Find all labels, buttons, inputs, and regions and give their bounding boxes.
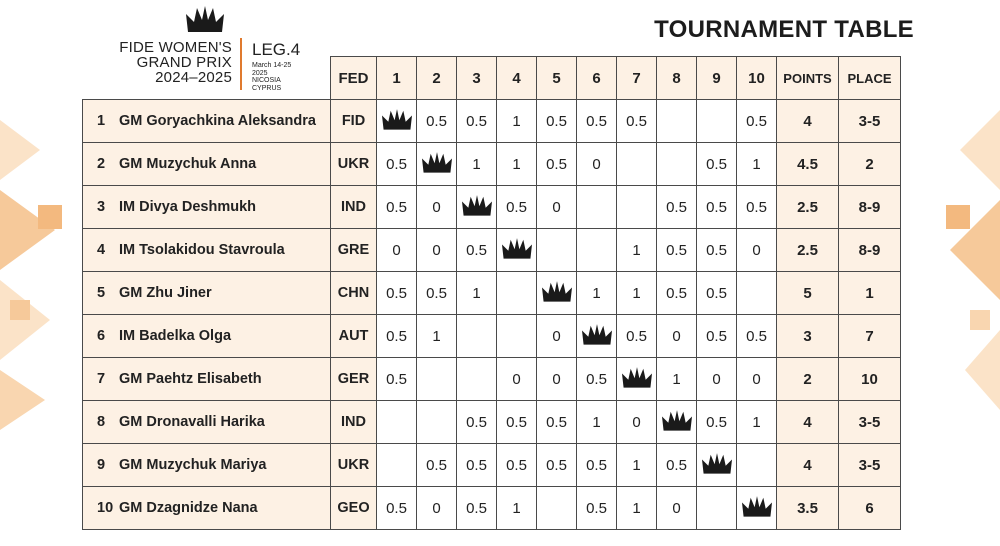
player-name: GM Paehtz Elisabeth [119, 371, 262, 387]
score-cell: 0.5 [657, 186, 697, 229]
crown-icon [502, 238, 532, 262]
player-place: 7 [839, 315, 901, 358]
table-row [83, 100, 901, 143]
player-name: GM Dronavalli Harika [119, 414, 265, 430]
score-cell: 0.5 [457, 229, 497, 272]
score-cell: 1 [617, 444, 657, 487]
player-cell [83, 100, 331, 143]
player-place: 8-9 [839, 186, 901, 229]
score-cell: 0.5 [377, 143, 417, 186]
player-number: 8 [97, 414, 106, 430]
score-cell: 0 [417, 229, 457, 272]
player-cell [83, 143, 331, 186]
header-round: 6 [577, 57, 617, 100]
brand-line2: GRAND PRIX [136, 54, 232, 71]
score-cell [737, 444, 777, 487]
score-cell: 0.5 [377, 315, 417, 358]
header-points: POINTS [777, 57, 839, 100]
player-points: 4.5 [777, 143, 839, 186]
brand-line3: 2024–2025 [155, 69, 232, 86]
score-cell: 0.5 [697, 186, 737, 229]
header-row [83, 57, 901, 100]
score-cell: 0.5 [377, 272, 417, 315]
score-cell [577, 229, 617, 272]
player-number: 7 [97, 371, 106, 387]
score-cell: 1 [457, 272, 497, 315]
table-row [83, 143, 901, 186]
score-cell: 0.5 [697, 401, 737, 444]
player-points: 3 [777, 315, 839, 358]
score-cell: 1 [497, 100, 537, 143]
self-cell [537, 272, 577, 315]
score-cell: 0.5 [417, 272, 457, 315]
score-cell [537, 229, 577, 272]
score-cell: 0.5 [737, 186, 777, 229]
score-cell: 1 [497, 487, 537, 530]
leg-label: LEG.4 [252, 40, 301, 59]
header-place: PLACE [839, 57, 901, 100]
player-place: 10 [839, 358, 901, 401]
player-place: 8-9 [839, 229, 901, 272]
score-cell: 0.5 [497, 401, 537, 444]
table-row [83, 358, 901, 401]
score-cell: 0.5 [457, 444, 497, 487]
crown-icon [582, 324, 612, 348]
leg-country: CYPRUS [252, 84, 282, 92]
score-cell: 0 [657, 315, 697, 358]
player-fed: FID [331, 100, 377, 143]
player-points: 4 [777, 100, 839, 143]
score-cell: 0.5 [617, 100, 657, 143]
header-round: 3 [457, 57, 497, 100]
score-cell [617, 143, 657, 186]
player-points: 4 [777, 444, 839, 487]
score-cell: 0.5 [697, 315, 737, 358]
score-cell [417, 401, 457, 444]
player-name: IM Tsolakidou Stavroula [119, 242, 285, 258]
score-cell: 0.5 [697, 229, 737, 272]
score-cell: 0 [537, 186, 577, 229]
player-name: IM Divya Deshmukh [119, 199, 256, 215]
score-cell: 1 [737, 401, 777, 444]
player-place: 3-5 [839, 401, 901, 444]
score-cell [657, 143, 697, 186]
right-decoration [930, 0, 1000, 546]
score-cell: 1 [577, 401, 617, 444]
table-row [83, 487, 901, 530]
score-cell: 1 [737, 143, 777, 186]
score-cell [377, 401, 417, 444]
score-cell: 0 [417, 186, 457, 229]
player-number: 3 [97, 199, 106, 215]
player-points: 4 [777, 401, 839, 444]
player-number: 6 [97, 328, 106, 344]
crown-icon [422, 152, 452, 176]
score-cell [457, 315, 497, 358]
score-cell: 0 [377, 229, 417, 272]
tournament-table [82, 56, 901, 530]
score-cell [617, 186, 657, 229]
player-points: 2.5 [777, 229, 839, 272]
table-row [83, 229, 901, 272]
score-cell: 1 [417, 315, 457, 358]
player-cell [83, 401, 331, 444]
table-row [83, 401, 901, 444]
self-cell [497, 229, 537, 272]
score-cell: 0.5 [577, 487, 617, 530]
score-cell: 0.5 [417, 444, 457, 487]
score-cell [457, 358, 497, 401]
player-cell [83, 272, 331, 315]
score-cell [377, 444, 417, 487]
score-cell: 0.5 [657, 229, 697, 272]
player-number: 5 [97, 285, 106, 301]
player-fed: IND [331, 186, 377, 229]
score-cell: 1 [617, 229, 657, 272]
player-place: 3-5 [839, 100, 901, 143]
player-name: GM Dzagnidze Nana [119, 500, 258, 516]
score-cell: 0.5 [577, 444, 617, 487]
self-cell [657, 401, 697, 444]
score-cell [497, 272, 537, 315]
crown-icon [382, 109, 412, 133]
header-round: 9 [697, 57, 737, 100]
player-number: 2 [97, 156, 106, 172]
crown-icon [462, 195, 492, 219]
player-place: 1 [839, 272, 901, 315]
player-cell [83, 358, 331, 401]
table-row [83, 315, 901, 358]
crown-icon [742, 496, 772, 520]
header-round: 2 [417, 57, 457, 100]
player-points: 3.5 [777, 487, 839, 530]
logo-crown-icon [186, 6, 224, 36]
header-fed: FED [331, 57, 377, 100]
self-cell [377, 100, 417, 143]
score-cell [697, 100, 737, 143]
score-cell: 1 [497, 143, 537, 186]
score-cell: 0.5 [377, 358, 417, 401]
score-cell: 0.5 [657, 272, 697, 315]
header-round: 10 [737, 57, 777, 100]
crown-icon [542, 281, 572, 305]
score-cell: 0.5 [537, 100, 577, 143]
self-cell [417, 143, 457, 186]
score-cell: 1 [617, 487, 657, 530]
score-cell [697, 487, 737, 530]
player-cell [83, 229, 331, 272]
score-cell: 0.5 [737, 315, 777, 358]
score-cell [737, 272, 777, 315]
player-name: GM Zhu Jiner [119, 285, 212, 301]
crown-icon [622, 367, 652, 391]
self-cell [577, 315, 617, 358]
self-cell [697, 444, 737, 487]
player-fed: GRE [331, 229, 377, 272]
score-cell [657, 100, 697, 143]
player-points: 5 [777, 272, 839, 315]
player-fed: GER [331, 358, 377, 401]
score-cell: 0 [577, 143, 617, 186]
player-place: 6 [839, 487, 901, 530]
score-cell: 0 [537, 358, 577, 401]
score-cell: 0.5 [497, 444, 537, 487]
player-number: 4 [97, 242, 106, 258]
score-cell: 0.5 [417, 100, 457, 143]
score-cell: 0.5 [697, 272, 737, 315]
score-cell [417, 358, 457, 401]
score-cell [537, 487, 577, 530]
player-fed: GEO [331, 487, 377, 530]
score-cell: 1 [617, 272, 657, 315]
score-cell: 0 [617, 401, 657, 444]
player-fed: UKR [331, 444, 377, 487]
score-cell: 0.5 [577, 358, 617, 401]
crown-icon [662, 410, 692, 434]
self-cell [737, 487, 777, 530]
score-cell: 0.5 [657, 444, 697, 487]
table-row [83, 444, 901, 487]
player-cell [83, 444, 331, 487]
header-round: 5 [537, 57, 577, 100]
header-round: 8 [657, 57, 697, 100]
player-fed: AUT [331, 315, 377, 358]
score-cell: 1 [577, 272, 617, 315]
score-cell [497, 315, 537, 358]
page-title: TOURNAMENT TABLE [654, 16, 914, 43]
score-cell: 1 [657, 358, 697, 401]
score-cell: 0.5 [457, 100, 497, 143]
player-points: 2 [777, 358, 839, 401]
score-cell: 0.5 [737, 100, 777, 143]
score-cell: 0.5 [537, 401, 577, 444]
player-place: 3-5 [839, 444, 901, 487]
player-number: 10 [97, 500, 114, 516]
header-round: 7 [617, 57, 657, 100]
player-number: 9 [97, 457, 106, 473]
leg-dates: March 14-25 [252, 62, 292, 69]
player-points: 2.5 [777, 186, 839, 229]
score-cell: 0 [417, 487, 457, 530]
score-cell: 0 [537, 315, 577, 358]
score-cell: 0.5 [537, 444, 577, 487]
score-cell: 1 [457, 143, 497, 186]
score-cell: 0.5 [377, 186, 417, 229]
score-cell: 0.5 [377, 487, 417, 530]
crown-icon [702, 453, 732, 477]
player-fed: IND [331, 401, 377, 444]
player-cell [83, 487, 331, 530]
header-blank [83, 54, 331, 100]
player-fed: UKR [331, 143, 377, 186]
player-cell [83, 186, 331, 229]
score-cell: 0 [737, 358, 777, 401]
player-number: 1 [97, 113, 106, 129]
score-cell: 0.5 [537, 143, 577, 186]
player-name: GM Goryachkina Aleksandra [119, 113, 316, 129]
player-fed: CHN [331, 272, 377, 315]
leg-city: NICOSIA [252, 77, 281, 84]
score-cell [577, 186, 617, 229]
player-place: 2 [839, 143, 901, 186]
score-cell: 0.5 [697, 143, 737, 186]
header-round: 1 [377, 57, 417, 100]
score-cell: 0.5 [617, 315, 657, 358]
header-round: 4 [497, 57, 537, 100]
score-cell: 0.5 [497, 186, 537, 229]
score-cell: 0 [657, 487, 697, 530]
player-name: GM Muzychuk Mariya [119, 457, 267, 473]
score-cell: 0.5 [457, 487, 497, 530]
score-cell: 0 [497, 358, 537, 401]
score-cell: 0.5 [457, 401, 497, 444]
table-row [83, 186, 901, 229]
player-name: GM Muzychuk Anna [119, 156, 257, 172]
table-row [83, 272, 901, 315]
player-name: IM Badelka Olga [119, 328, 232, 344]
left-decoration [0, 0, 80, 546]
score-cell: 0 [697, 358, 737, 401]
score-cell: 0.5 [577, 100, 617, 143]
self-cell [457, 186, 497, 229]
score-cell: 0 [737, 229, 777, 272]
self-cell [617, 358, 657, 401]
brand-line1: FIDE WOMEN'S [119, 39, 232, 56]
leg-year: 2025 [252, 69, 268, 77]
player-cell [83, 315, 331, 358]
